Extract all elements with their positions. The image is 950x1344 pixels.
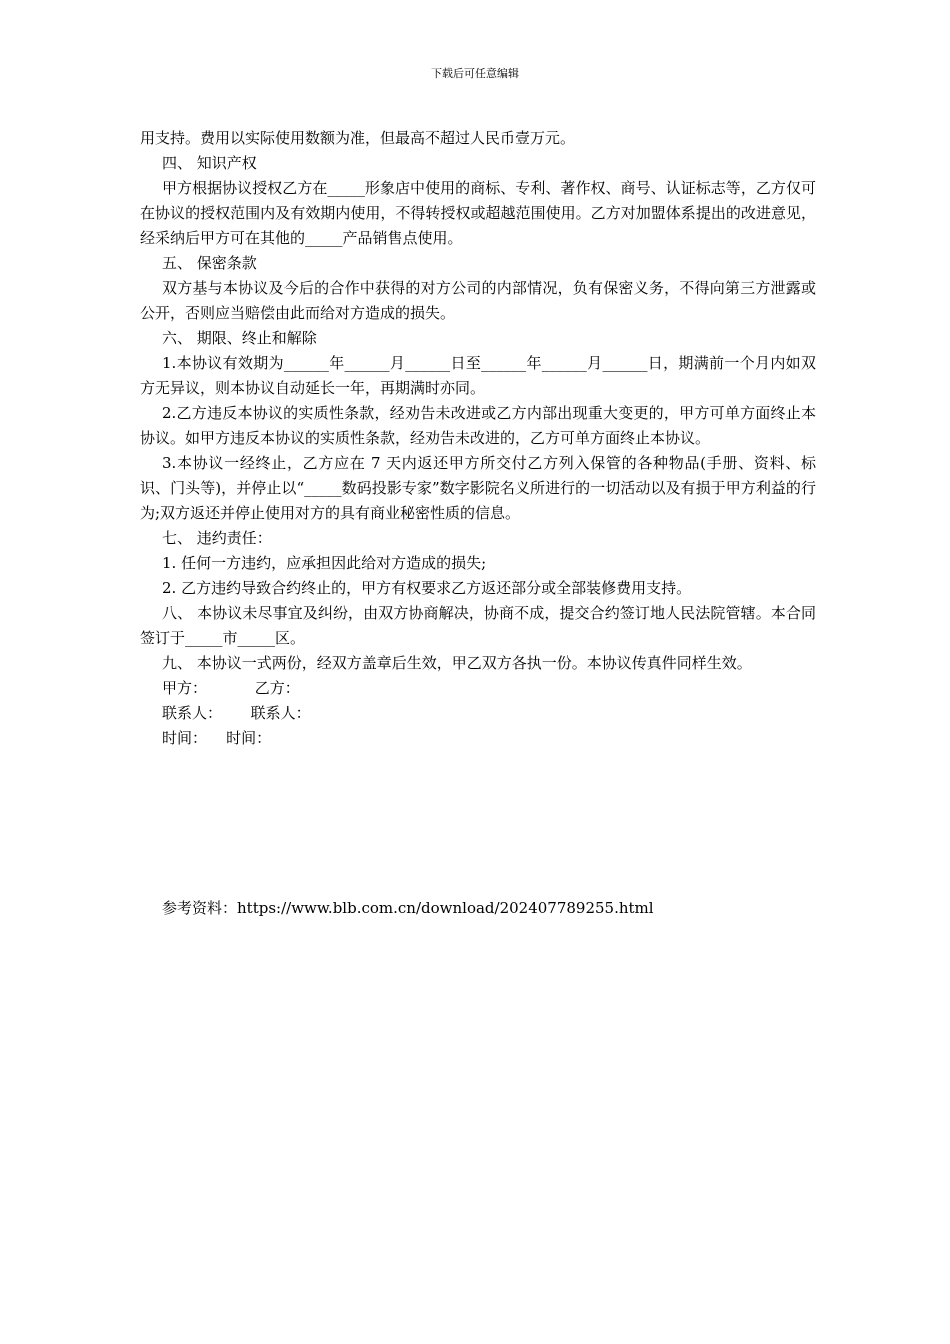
page-header-note: 下载后可任意编辑 <box>431 67 519 80</box>
paragraph-ip: 甲方根据协议授权乙方在_____形象店中使用的商标、专利、著作权、商号、认证标志等，乙方仅可在协议的授权范围内及有效期内使用，不得转授权或超越范围使用。乙方对加盟体系提出的改进意见，经采纳后甲方可在其他的_____产品销售点使用。 <box>140 179 816 247</box>
document-body <box>140 126 816 751</box>
reference-line <box>162 896 654 921</box>
paragraph-copies: 九、 本协议一式两份，经双方盖章后生效，甲乙双方各执一份。本协议传真件同样生效。 <box>162 654 752 672</box>
paragraph-liability-1: 1. 任何一方违约，应承担因此给对方造成的损失; <box>162 554 487 572</box>
time-b-label: 时间： <box>226 729 272 747</box>
reference-label: 参考资料： <box>162 899 238 917</box>
reference-url: https://www.blb.com.cn/download/202407789255.html <box>237 899 654 917</box>
signature-contact-row <box>140 701 816 726</box>
section-heading-confidentiality: 五、 保密条款 <box>162 254 257 272</box>
paragraph-disputes: 八、 本协议未尽事宜及纠纷，由双方协商解决，协商不成，提交合约签订地人民法院管辖。本合同签订于_____市_____区。 <box>140 604 816 647</box>
time-a-label: 时间： <box>162 729 208 747</box>
party-a-label: 甲方： <box>162 679 208 697</box>
signature-party-row <box>140 676 816 701</box>
signature-time-row <box>140 726 816 751</box>
paragraph-term-1: 1.本协议有效期为______年______月______日至______年______月______日，期满前一个月内如双方无异议，则本协议自动延长一年，再期满时亦同。 <box>140 354 816 397</box>
paragraph-fee-limit: 用支持。费用以实际使用数额为准，但最高不超过人民币壹万元。 <box>140 129 576 147</box>
section-heading-ip: 四、 知识产权 <box>162 154 257 172</box>
paragraph-liability-2: 2. 乙方违约导致合约终止的，甲方有权要求乙方返还部分或全部装修费用支持。 <box>162 579 692 597</box>
contact-a-label: 联系人： <box>162 704 223 722</box>
section-heading-term: 六、 期限、终止和解除 <box>162 329 317 347</box>
paragraph-term-2: 2.乙方违反本协议的实质性条款，经劝告未改进或乙方内部出现重大变更的，甲方可单方面终止本协议。如甲方违反本协议的实质性条款，经劝告未改进的，乙方可单方面终止本协议。 <box>140 404 816 447</box>
section-heading-liability: 七、 违约责任： <box>162 529 272 547</box>
party-b-label: 乙方： <box>254 679 300 697</box>
paragraph-confidentiality: 双方基与本协议及今后的合作中获得的对方公司的内部情况，负有保密义务，不得向第三方泄露或公开，否则应当赔偿由此而给对方造成的损失。 <box>140 279 816 322</box>
contact-b-label: 联系人： <box>250 704 311 722</box>
paragraph-term-3: 3.本协议一经终止，乙方应在 7 天内返还甲方所交付乙方列入保管的各种物品(手册、资料、标识、门头等)，并停止以“_____数码投影专家”数字影院名义所进行的一切活动以及有损于甲方利益的行为;双方返还并停止使用对方的具有商业秘密性质的信息。 <box>140 454 816 522</box>
